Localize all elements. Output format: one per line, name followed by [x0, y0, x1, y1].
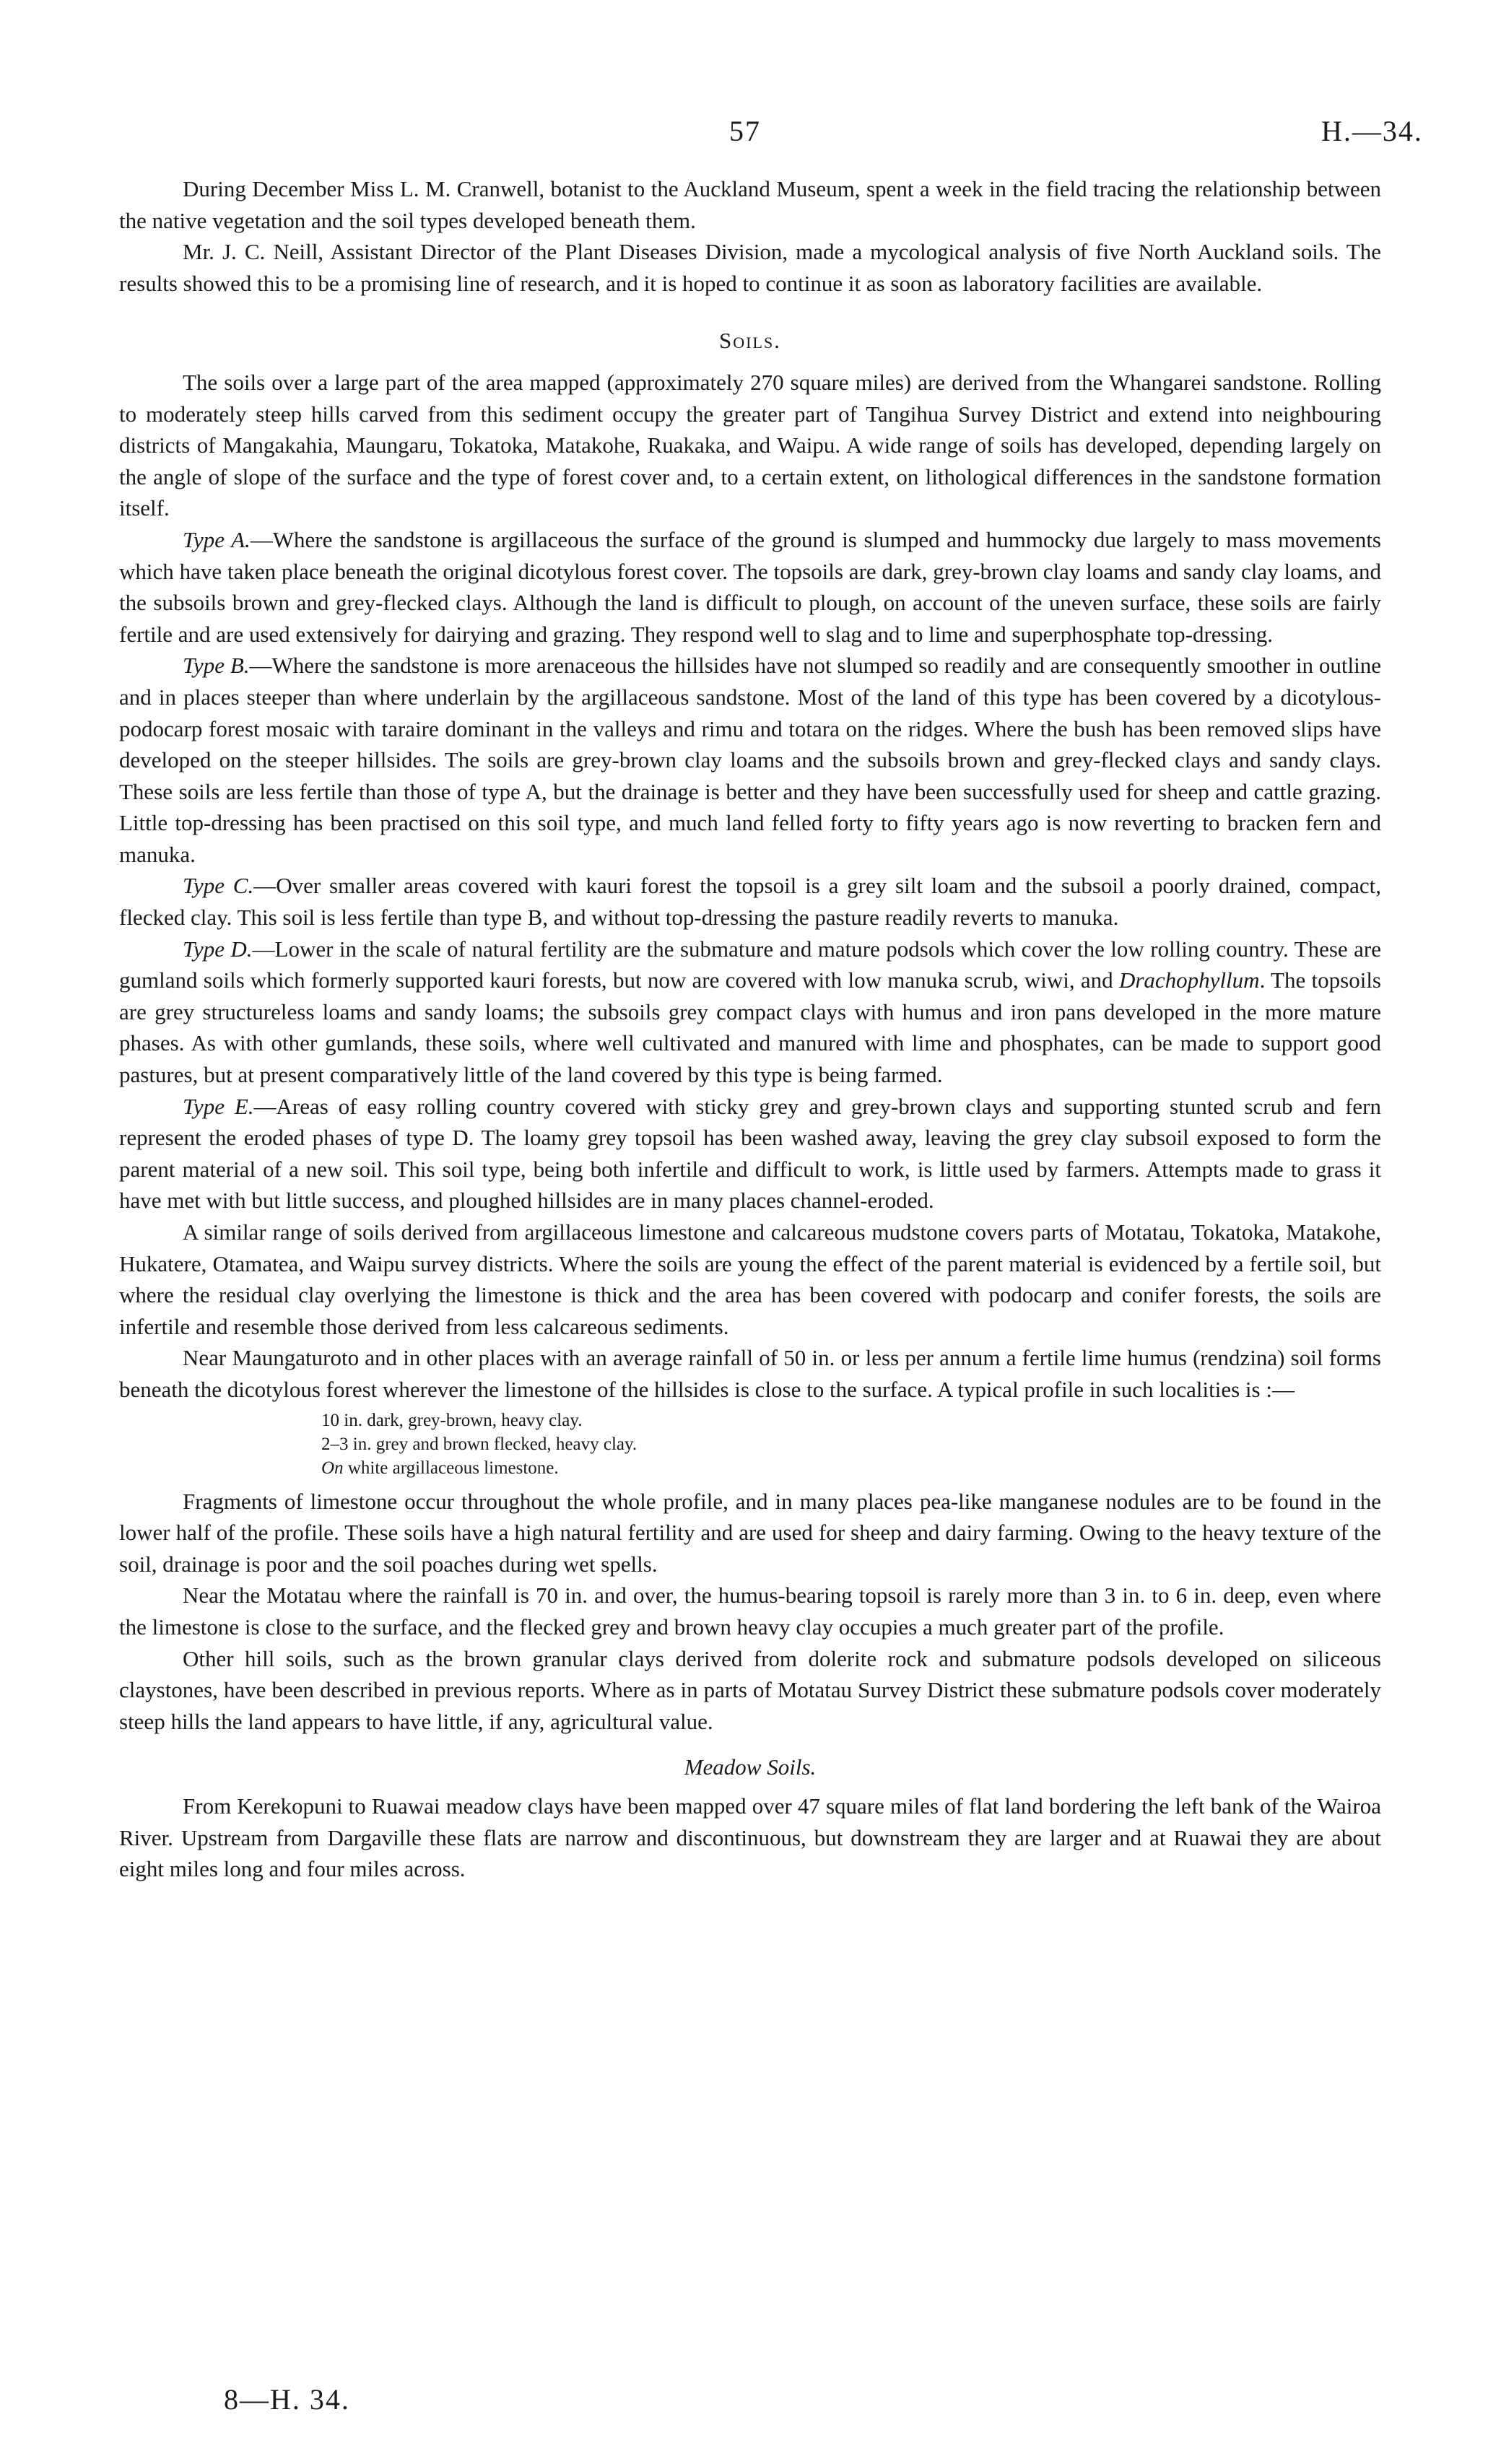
profile-line: 10 in. dark, grey-brown, heavy clay. [321, 1410, 583, 1430]
type-b-label: Type B. [183, 653, 250, 679]
soil-profile-list [321, 1409, 1381, 1480]
genus-name: Drachophyllum [1118, 967, 1260, 993]
limestone-paragraph: A similar range of soils derived from argillaceous limestone and calcareous mudstone covers parts of Motatau, Tokatoka, Matakohe, Hukatere, Otamatea, and Waipu survey districts. Where the soils are young the effect of the parent material is evidenced by a fertile soil, but where the residual clay overlying the limestone is thick and the area has been covered with podocarp and conifer forests, the soils are infertile and resemble those derived from less calcareous sediments. [119, 1219, 1381, 1339]
signature-mark: 8—H. 34. [224, 2383, 350, 2416]
soils-paragraph: The soils over a large part of the area mapped (approximately 270 square miles) are derived from the Whangarei sandstone. Rolling to moderately steep hills carved from this sediment occupy the greater part of Tangihua Survey District and extend into neighbouring districts of Mangakahia, Maungaru, Tokatoka, Matakohe, Ruakaka, and Waipu. A wide range of soils has developed, depending largely on the angle of slope of the surface and the type of forest cover and, to a certain extent, on lithological differences in the sandstone formation itself. [119, 369, 1381, 521]
intro-paragraph-2: Mr. J. C. Neill, Assistant Director of the Plant Diseases Division, made a mycological analysis of five North Auckland soils. The results showed this to be a promising line of research, and it is hoped to continue it as soon as laboratory facilities are available. [119, 239, 1381, 296]
type-a-paragraph [119, 524, 1381, 650]
meadow-paragraph: From Kerekopuni to Ruawai meadow clays have been mapped over 47 square miles of flat land bordering the left bank of the Wairoa River. Upstream from Dargaville these flats are narrow and discontinuous, but downstream they are larger and at Ruawai they are about eight miles long and four miles across. [119, 1793, 1381, 1882]
other-hill-soils-paragraph: Other hill soils, such as the brown granular clays derived from dolerite rock and submature podsols developed on siliceous claystones, have been described in previous reports. Where as in parts of Motatau Survey District these submature podsols cover moderately steep hills the land appears to have little, if any, agricultural value. [119, 1645, 1381, 1734]
type-e-paragraph [119, 1091, 1381, 1216]
type-d-label: Type D. [183, 936, 253, 962]
section-heading-meadow-soils: Meadow Soils. [684, 1754, 817, 1780]
type-b-paragraph [119, 650, 1381, 870]
type-d-text-after: . The topsoils are grey structureless loams and sandy loams; the subsoils grey compact clays with humus and iron pans developed in the more mature phases. As with other gumlands, these soils, where well cultivated and manured with lime and phosphates, can be made to support good pastures, but at present comparatively little of the land covered by this type is being farmed. [119, 967, 1381, 1088]
type-c-paragraph [119, 870, 1381, 933]
fragments-paragraph: Fragments of limestone occur throughout the whole profile, and in many places pea-like manganese nodules are to be found in the lower half of the profile. These soils have a high natural fertility and are used for sheep and dairy farming. Owing to the heavy texture of the soil, drainage is poor and the soil poaches during wet spells. [119, 1488, 1381, 1577]
type-b-text: —Where the sandstone is more arenaceous the hillsides have not slumped so readily and are consequently smoother in outline and in places steeper than where underlain by the argillaceous sandstone. Most of the land of this type has been covered by a dicotylous-podocarp forest mosaic with taraire dominant in the valleys and rimu and totara on the ridges. Where the bush has been removed slips have developed on the steeper hillsides. The soils are grey-brown clay loams and the subsoils brown and grey-flecked clays and sandy clays. These soils are less fertile than those of type A, but the drainage is better and they have been successfully used for sheep and cattle grazing. Little top-dressing has been practised on this soil type, and much land felled forty to fifty years ago is now reverting to bracken fern and manuka. [119, 653, 1381, 867]
motatau-paragraph: Near the Motatau where the rainfall is 70 in. and over, the humus-bearing topsoil is rarely more than 3 in. to 6 in. deep, even where the limestone is close to the surface, and the flecked grey and brown heavy clay occupies a much greater part of the profile. [119, 1583, 1381, 1640]
type-c-text: —Over smaller areas covered with kauri forest the topsoil is a grey silt loam and the subsoil a poorly drained, compact, flecked clay. This soil is less fertile than type B, and without top-dressing the pasture readily reverts to manuka. [119, 873, 1381, 931]
type-d-paragraph [119, 933, 1381, 1091]
body-text [119, 173, 1381, 1885]
profile-line: 2–3 in. grey and brown flecked, heavy clay. [321, 1434, 638, 1454]
type-a-text: —Where the sandstone is argillaceous the surface of the ground is slumped and hummocky due largely to mass movements which have taken place beneath the original dicotylous forest cover. The topsoils are dark, grey-brown clay loams and sandy clay loams, and the subsoils brown and grey-flecked clays. Although the land is difficult to plough, on account of the uneven surface, these soils are fairly fertile and are used extensively for dairying and grazing. They respond well to slag and to lime and superphosphate top-dressing. [119, 526, 1381, 647]
page-number: 57 [729, 115, 761, 147]
type-e-text: —Areas of easy rolling country covered with sticky grey and grey-brown clays and supporting stunted scrub and fern represent the eroded phases of type D. The loamy grey topsoil has been washed away, leaving the grey clay subsoil exposed to form the parent material of a new soil. This soil type, being both infertile and difficult to work, is little used by farmers. Attempts made to grass it have met with but little success, and ploughed hillsides are in many places channel-eroded. [119, 1093, 1381, 1214]
type-d-text-before: —Lower in the scale of natural fertility are the submature and mature podsols which cover the low rolling country. These are gumland soils which formerly supported kauri forests, but now are covered with low manuka scrub, wiwi, and [119, 936, 1381, 993]
type-a-label: Type A. [183, 526, 251, 552]
profile-line: On white argillaceous limestone. [321, 1458, 559, 1478]
type-e-label: Type E. [183, 1093, 254, 1119]
document-reference: H.—34. [1321, 115, 1423, 147]
type-c-label: Type C. [183, 873, 254, 899]
intro-paragraph-1: During December Miss L. M. Cranwell, botanist to the Auckland Museum, spent a week in the field tracing the relationship between the native vegetation and the soil types developed beneath them. [119, 176, 1381, 233]
rendzina-paragraph: Near Maungaturoto and in other places with an average rainfall of 50 in. or less per annum a fertile lime humus (rendzina) soil forms beneath the dicotylous forest wherever the limestone of the hillsides is close to the surface. A typical profile in such localities is :— [119, 1345, 1381, 1402]
section-heading-soils: Soils. [719, 328, 781, 354]
